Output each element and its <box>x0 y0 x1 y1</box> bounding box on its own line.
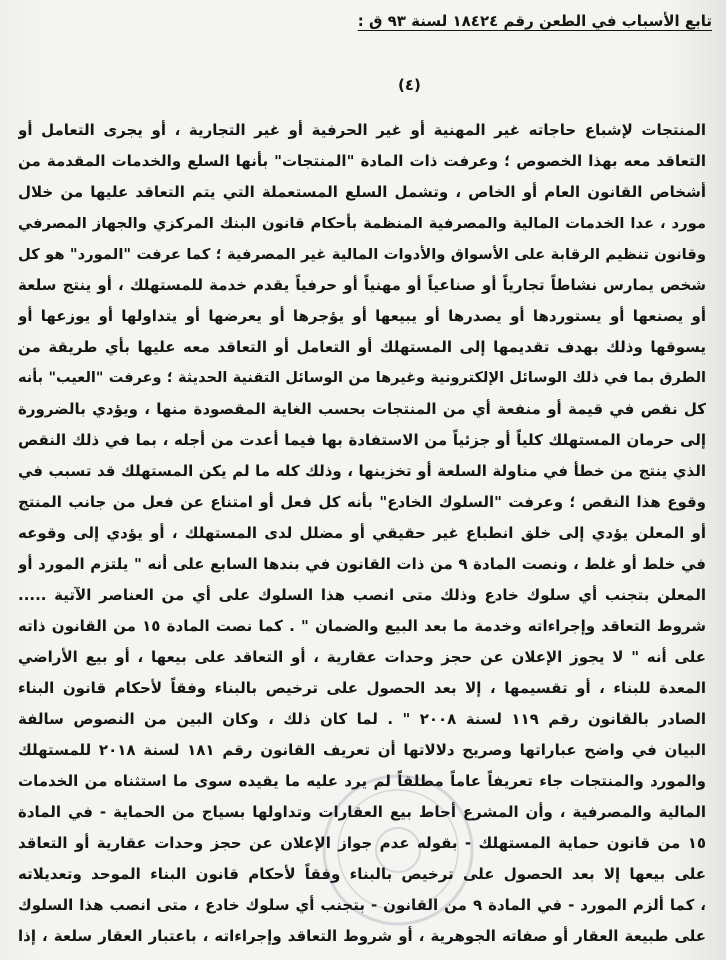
page-header-title: تابع الأسباب في الطعن رقم ١٨٤٢٤ لسنة ٩٣ ق : <box>357 12 712 30</box>
text-line: أشخاص القانون العام أو الخاص ، وتشمل السلع المستعملة التي يتم التعاقد عليها من خلال <box>18 183 706 201</box>
text-line: الصادر بالقانون رقم ١١٩ لسنة ٢٠٠٨ " . لما كان ذلك ، وكان البين من النصوص سالفة <box>18 710 706 728</box>
text-line: المنتجات لإشباع حاجاته غير المهنية أو غير الحرفية أو غير التجارية ، أو يجرى التعامل أو <box>18 121 706 139</box>
text-line: على طبيعة العقار أو صفاته الجوهرية ، أو شروط التعاقد وإجراءاته ، باعتبار العقار سلعة ، إذا <box>18 927 706 945</box>
page-number: (٤) <box>398 76 421 94</box>
text-line: كل نقص في قيمة أو منفعة أي من المنتجات بحسب الغاية المقصودة منها ، ويؤدي بالضرورة <box>18 400 706 418</box>
text-line: ، كما ألزم المورد - في المادة ٩ من القانون - بتجنب أي سلوك خادع ، متى انصب هذا السلوك <box>18 896 706 914</box>
text-line: التعاقد معه بهذا الخصوص ؛ وعرفت ذات المادة "المنتجات" بأنها السلع والخدمات المقدمة من <box>18 152 706 170</box>
text-line: يسوقها وذلك بهدف تقديمها إلى المستهلك أو التعامل أو التعاقد معه عليها بأي طريقة من <box>18 338 706 356</box>
text-line: في خلط أو غلط ، ونصت المادة ٩ من ذات القانون في بندها السابع على أنه " يلتزم المورد أو <box>18 555 706 573</box>
text-line: إلى حرمان المستهلك كلياً أو جزئياً من الاستفادة بها فيما أعدت من أجله ، بما في ذلك النقص <box>18 431 706 449</box>
text-line: على بيعها إلا بعد الحصول على ترخيص بالبناء وفقاً لأحكام قانون البناء الموحد وتعديلاته <box>18 865 706 883</box>
text-line: مورد ، عدا الخدمات المالية والمصرفية المنظمة بأحكام قانون البنك المركزي والجهاز المصرفي <box>18 215 706 232</box>
text-line: أو يصنعها أو يستوردها أو يصدرها أو يبيعها أو يؤجرها أو يعرضها أو يتداولها أو يوزعها أو <box>18 307 706 325</box>
text-line: البيان في واضح عباراتها وصريح دلالاتها أن تعريف القانون رقم ١٨١ لسنة ٢٠١٨ للمستهلك <box>18 741 706 759</box>
text-line: الطرق بما في ذلك الوسائل الإلكترونية وغيرها من الوسائل التقنية الحديثة ؛ وعرفت "العيب" بأنه <box>18 370 706 386</box>
document-body <box>18 115 706 952</box>
text-line: والمورد والمنتجات جاء تعريفاً عاماً مطلقاً لم يرد عليه ما يقيده سوى ما استثناه من الخدمات <box>18 772 706 790</box>
text-line: أو المعلن يؤدي إلى خلق انطباع غير حقيقي أو مضلل لدى المستهلك ، أو يؤدي إلى وقوعه <box>18 524 706 542</box>
text-line: شخص يمارس نشاطاً تجارياً أو صناعياً أو مهنياً أو حرفياً يقدم خدمة للمستهلك ، أو ينتج سلعة <box>18 276 706 294</box>
text-line: الذي ينتج من خطأ في مناولة السلعة أو تخزينها ، وذلك كله ما لم يكن المستهلك قد تسبب في <box>18 462 706 480</box>
text-line: وقوع هذا النقص ؛ وعرفت "السلوك الخادع" بأنه كل فعل أو امتناع عن فعل من جانب المنتج <box>18 493 706 511</box>
text-line: ١٥ من قانون حماية المستهلك - بقوله عدم جواز الإعلان عن حجز وحدات عقارية أو التعاقد <box>18 834 706 852</box>
text-line: المعدة للبناء ، أو تقسيمها ، إلا بعد الحصول على ترخيص بالبناء وفقاً لأحكام قانون البناء <box>18 679 706 697</box>
text-line: المالية والمصرفية ، وأن المشرع أحاط بيع العقارات وتداولها بسياج من الحماية - في المادة <box>18 803 706 821</box>
text-line: شروط التعاقد وإجراءاته وخدمة ما بعد البيع والضمان " . كما نصت المادة ١٥ من القانون ذاته <box>18 617 706 635</box>
text-line: على أنه " لا يجوز الإعلان عن حجز وحدات عقارية ، أو التعاقد على بيعها ، أو بيع الأراضي <box>18 648 706 666</box>
text-line: المعلن بتجنب أي سلوك خادع وذلك متى انصب هذا السلوك على أي من العناصر الآتية ..... <box>18 586 706 604</box>
text-line: وقانون تنظيم الرقابة على الأسواق والأدوات المالية غير المصرفية ؛ كما عرفت "المورد" هو كل <box>18 246 706 263</box>
